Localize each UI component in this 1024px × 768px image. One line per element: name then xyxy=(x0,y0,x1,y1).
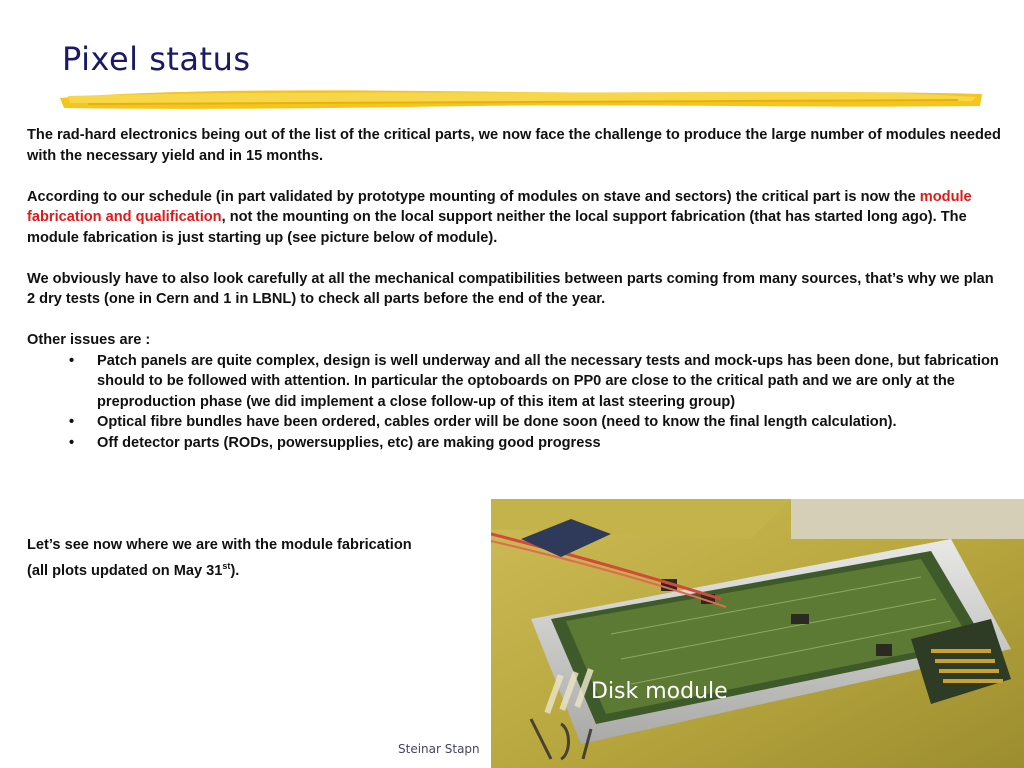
list-item xyxy=(27,412,1002,433)
schedule-text-after: , not the mounting on the local support neither the local support fabrication (that has started long ago). The module fabrication is just starting up (see picture below of module). xyxy=(27,209,967,246)
module-illustration xyxy=(491,499,1024,768)
bullet-symbol: • xyxy=(69,414,75,430)
bullet-symbol: • xyxy=(69,434,75,451)
bullet-text: Optical fibre bundles have been ordered, cables order will be done soon (need to know the final length calculation). xyxy=(97,414,897,430)
closing-line-2-before: (all plots updated on May 31 xyxy=(27,562,223,579)
slide-title: Pixel status xyxy=(62,40,251,78)
photo-caption: Disk module xyxy=(591,679,728,704)
closing-text xyxy=(27,535,487,581)
closing-line-2-sup: st xyxy=(222,560,231,571)
bullet-text: Patch panels are quite complex, design is well underway and all the necessary tests and mock-ups has been done, but fabrication should to be followed with attention. In particular the optoboards on PP0 are close to the critical path and we are only at the preproduction phase (we did implement a close follow-up of this item at last steering group) xyxy=(97,352,999,410)
bullet-symbol: • xyxy=(69,352,75,369)
closing-line-2 xyxy=(27,556,487,581)
bullet-text: Off detector parts (RODs, powersupplies, etc) are making good progress xyxy=(97,434,601,451)
closing-line-2-after: ). xyxy=(230,562,240,579)
paragraph-critical-parts: The rad-hard electronics being out of the list of the critical parts, we now face the challenge to produce the large number of modules needed with the necessary yield and in 15 months. xyxy=(27,127,1001,164)
schedule-text-before: According to our schedule (in part validated by prototype mounting of modules on stave and sectors) the critical part is now the xyxy=(27,188,920,205)
slide-body xyxy=(27,125,1002,453)
closing-line-1: Let’s see now where we are with the module fabrication xyxy=(27,537,412,553)
disk-module-photo xyxy=(491,499,1024,768)
list-item xyxy=(27,351,1002,413)
footer-author: Steinar Stapn xyxy=(398,742,480,756)
paragraph-compatibilities: We obviously have to also look carefully at all the mechanical compatibilities between parts coming from many sources, that’s why we plan 2 dry tests (one in Cern and 1 in LBNL) to check all parts before the end of the year. xyxy=(27,270,994,307)
issues-list xyxy=(27,351,1002,454)
list-item xyxy=(27,433,1002,454)
highlight-module-fabrication: module fabrication and qualification xyxy=(27,188,972,225)
paragraph-other-issues: Other issues are : xyxy=(27,332,151,348)
title-underline-brush xyxy=(58,82,984,114)
paragraph-schedule xyxy=(27,187,1002,249)
